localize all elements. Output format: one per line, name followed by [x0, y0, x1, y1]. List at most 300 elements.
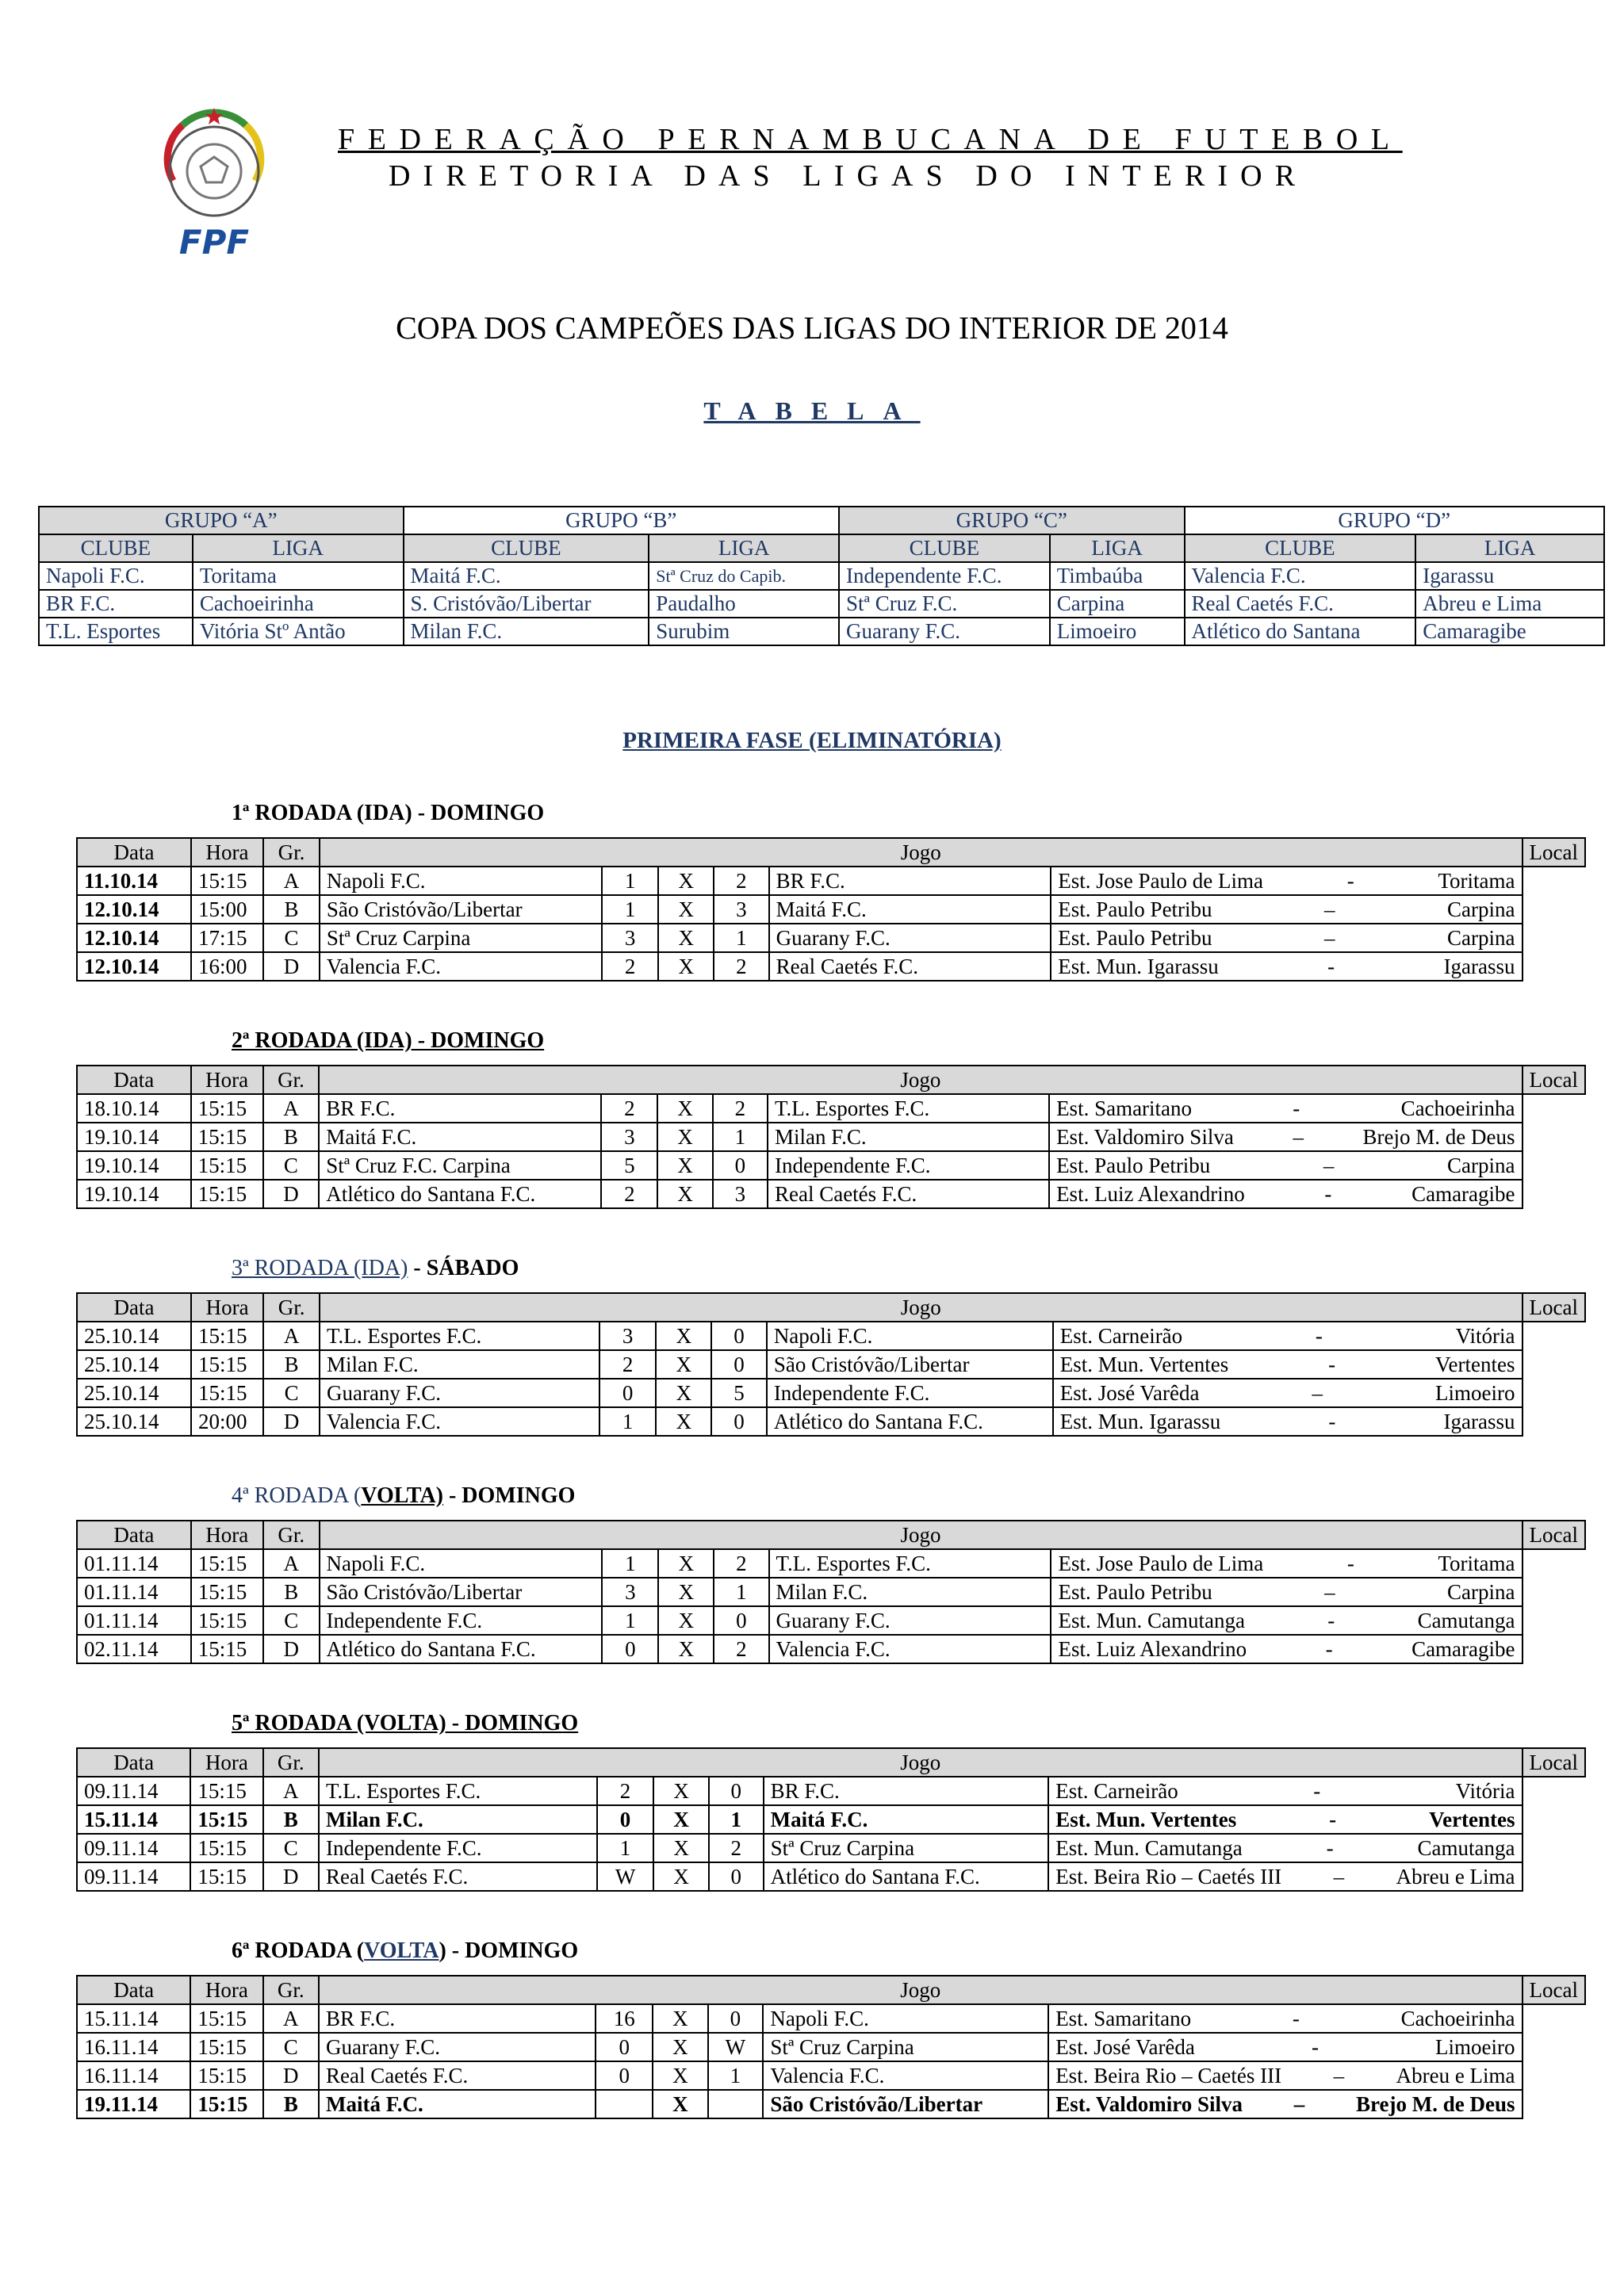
game-date: 09.11.14	[77, 1862, 190, 1891]
game-time: 15:15	[191, 1549, 263, 1578]
venue-separator: -	[1328, 1353, 1336, 1376]
game-location	[1049, 1123, 1522, 1151]
game-time: 15:15	[191, 1379, 263, 1407]
logo-text: FPF	[178, 223, 250, 260]
home-score: 1	[602, 867, 658, 895]
venue-separator: –	[1324, 1580, 1335, 1604]
phase-title: PRIMEIRA FASE (ELIMINATÓRIA)	[622, 728, 1002, 753]
versus-mark: X	[656, 1350, 711, 1379]
away-score: W	[708, 2033, 764, 2061]
venue-separator: –	[1324, 926, 1335, 950]
club-cell: T.L. Esportes	[39, 618, 193, 645]
away-score: 1	[709, 1805, 764, 1834]
venue-name: Est. Mun. Camutanga	[1058, 1609, 1245, 1632]
away-team: Napoli F.C.	[767, 1322, 1053, 1350]
game-group: B	[263, 1578, 320, 1606]
venue-separator: –	[1312, 1381, 1323, 1405]
col-clube: CLUBE	[839, 534, 1050, 562]
game-group: D	[263, 1862, 319, 1891]
game-date: 09.11.14	[77, 1777, 190, 1805]
game-date: 25.10.14	[77, 1322, 191, 1350]
venue-separator: –	[1333, 2064, 1345, 2087]
venue-city: Vitória	[1455, 1779, 1515, 1803]
game-location	[1048, 1862, 1522, 1891]
liga-cell: Igarassu	[1415, 562, 1604, 590]
game-date: 16.11.14	[77, 2061, 190, 2090]
home-team: Maitá F.C.	[319, 1123, 601, 1151]
game-date: 01.11.14	[77, 1578, 191, 1606]
game-group: C	[263, 2033, 319, 2061]
home-score: 0	[597, 1805, 654, 1834]
game-row	[77, 1834, 1585, 1862]
col-gr: Gr.	[263, 1748, 319, 1777]
col-gr: Gr.	[263, 1066, 320, 1094]
col-jogo: Jogo	[320, 1293, 1522, 1322]
versus-mark: X	[653, 2033, 707, 2061]
game-date: 02.11.14	[77, 1635, 191, 1663]
away-team: BR F.C.	[769, 867, 1051, 895]
away-team: Guarany F.C.	[769, 924, 1051, 952]
venue-separator: -	[1329, 1808, 1337, 1831]
col-hora: Hora	[190, 1748, 262, 1777]
group-b-header: GRUPO “B”	[404, 507, 839, 534]
game-time: 15:15	[190, 1862, 262, 1891]
game-location	[1053, 1407, 1522, 1436]
game-date: 01.11.14	[77, 1549, 191, 1578]
col-data: Data	[77, 1293, 191, 1322]
game-time: 15:15	[190, 2061, 262, 2090]
venue-name: Est. Paulo Petribu	[1058, 926, 1212, 950]
game-row	[77, 2033, 1585, 2061]
away-score: 1	[713, 1123, 768, 1151]
game-time: 15:15	[191, 1151, 263, 1180]
round-header-row	[77, 1976, 1585, 2004]
game-date: 15.11.14	[77, 2004, 190, 2033]
venue-name: Est. Paulo Petribu	[1058, 1580, 1212, 1604]
col-local: Local	[1522, 1066, 1585, 1094]
home-score: 1	[602, 1606, 658, 1635]
club-cell: Guarany F.C.	[839, 618, 1050, 645]
venue-city: Abreu e Lima	[1396, 1865, 1515, 1888]
game-date: 19.10.14	[77, 1180, 191, 1208]
liga-cell: Vitória Stº Antão	[193, 618, 404, 645]
home-team: Real Caetés F.C.	[319, 1862, 597, 1891]
club-cell: Napoli F.C.	[39, 562, 193, 590]
venue-separator: -	[1293, 1096, 1300, 1120]
game-location	[1053, 1322, 1522, 1350]
game-group: C	[263, 1379, 320, 1407]
away-score: 1	[708, 2061, 764, 2090]
home-score: 16	[596, 2004, 653, 2033]
game-row	[77, 952, 1585, 981]
venue-separator: -	[1292, 2007, 1300, 2030]
away-team: Real Caetés F.C.	[768, 1180, 1049, 1208]
home-score: 5	[601, 1151, 657, 1180]
col-local: Local	[1522, 1748, 1585, 1777]
home-score: 0	[602, 1635, 658, 1663]
venue-name: Est. Paulo Petribu	[1058, 897, 1212, 921]
game-row	[77, 2090, 1585, 2118]
game-group: C	[263, 1606, 320, 1635]
venue-city: Limoeiro	[1435, 1381, 1515, 1405]
versus-mark: X	[653, 1862, 708, 1891]
venue-city: Camutanga	[1417, 1609, 1515, 1632]
groups-row	[39, 590, 1604, 618]
away-score: 0	[711, 1350, 767, 1379]
venue-separator: -	[1324, 1182, 1332, 1206]
away-score	[708, 2090, 764, 2118]
away-team: Stª Cruz Carpina	[764, 1834, 1049, 1862]
venue-city: Brejo M. de Deus	[1362, 1125, 1515, 1149]
game-location	[1051, 1635, 1522, 1663]
fpf-logo	[151, 101, 278, 260]
col-local: Local	[1522, 1976, 1585, 2004]
round-label-text: 3ª RODADA (IDA)	[232, 1256, 408, 1280]
col-gr: Gr.	[263, 1976, 319, 2004]
col-clube: CLUBE	[404, 534, 649, 562]
home-team: Real Caetés F.C.	[319, 2061, 596, 2090]
home-team: Maitá F.C.	[319, 2090, 596, 2118]
versus-mark: X	[653, 1805, 708, 1834]
game-date: 11.10.14	[77, 867, 191, 895]
game-row	[77, 1407, 1585, 1436]
round-label-text: 6ª RODADA (	[232, 1938, 365, 1963]
game-date: 09.11.14	[77, 1834, 190, 1862]
venue-city: Carpina	[1447, 897, 1515, 921]
venue-separator: –	[1324, 897, 1335, 921]
away-score: 5	[711, 1379, 767, 1407]
venue-city: Brejo M. de Deus	[1356, 2092, 1515, 2116]
club-cell: Valencia F.C.	[1185, 562, 1416, 590]
away-team: São Cristóvão/Libertar	[767, 1350, 1053, 1379]
home-score: 1	[597, 1834, 654, 1862]
liga-cell: Toritama	[193, 562, 404, 590]
game-group: D	[263, 1635, 320, 1663]
groups-table	[38, 506, 1605, 646]
home-score: 2	[602, 952, 658, 981]
venue-separator: –	[1323, 1154, 1335, 1177]
game-group: A	[263, 1777, 319, 1805]
away-team: Stª Cruz Carpina	[763, 2033, 1048, 2061]
game-location	[1048, 2061, 1522, 2090]
club-cell: Real Caetés F.C.	[1185, 590, 1416, 618]
game-location	[1049, 1151, 1522, 1180]
club-cell: BR F.C.	[39, 590, 193, 618]
game-row	[77, 1180, 1585, 1208]
game-location	[1053, 1350, 1522, 1379]
versus-mark: X	[653, 1777, 708, 1805]
away-team: Valencia F.C.	[769, 1635, 1051, 1663]
venue-separator: -	[1325, 1637, 1333, 1661]
game-row	[77, 1379, 1585, 1407]
versus-mark: X	[657, 1123, 713, 1151]
away-score: 3	[713, 1180, 768, 1208]
round-label-volta: VOLTA	[364, 1938, 439, 1963]
round-header-row	[77, 1066, 1585, 1094]
venue-name: Est. Mun. Igarassu	[1058, 955, 1219, 978]
away-score: 1	[714, 1578, 768, 1606]
away-team: Atlético do Santana F.C.	[764, 1862, 1049, 1891]
venue-city: Vitória	[1455, 1324, 1515, 1348]
game-location	[1049, 1180, 1522, 1208]
round-header-row	[77, 838, 1585, 867]
round-3-table	[76, 1292, 1586, 1437]
versus-mark: X	[657, 1151, 713, 1180]
col-gr: Gr.	[263, 1293, 320, 1322]
away-team: Napoli F.C.	[763, 2004, 1048, 2033]
game-group: B	[263, 895, 320, 924]
away-score: 0	[714, 1606, 768, 1635]
home-score: 2	[599, 1350, 656, 1379]
game-group: B	[263, 1123, 320, 1151]
away-team: Valencia F.C.	[763, 2061, 1048, 2090]
home-score	[596, 2090, 653, 2118]
game-row	[77, 1322, 1585, 1350]
col-local: Local	[1522, 838, 1585, 867]
home-team: Napoli F.C.	[320, 867, 602, 895]
game-row	[77, 1094, 1585, 1123]
game-time: 15:15	[191, 1180, 263, 1208]
away-team: Real Caetés F.C.	[769, 952, 1051, 981]
game-time: 15:00	[191, 895, 263, 924]
game-time: 15:15	[190, 1777, 262, 1805]
groups-subheader-row	[39, 534, 1604, 562]
game-group: A	[263, 1322, 320, 1350]
away-team: Maitá F.C.	[764, 1805, 1049, 1834]
home-team: T.L. Esportes F.C.	[319, 1777, 597, 1805]
federation-title: FEDERAÇÃO PERNAMBUCANA DE FUTEBOL	[338, 123, 1403, 156]
home-score: 2	[597, 1777, 654, 1805]
game-row	[77, 1123, 1585, 1151]
col-jogo: Jogo	[320, 838, 1522, 867]
game-group: D	[263, 2061, 319, 2090]
versus-mark: X	[656, 1407, 711, 1436]
round-6-table	[76, 1975, 1586, 2119]
home-team: Guarany F.C.	[319, 2033, 596, 2061]
col-hora: Hora	[191, 1293, 263, 1322]
away-team: Maitá F.C.	[769, 895, 1051, 924]
versus-mark: X	[653, 2061, 707, 2090]
home-score: 1	[602, 1549, 658, 1578]
game-location	[1049, 1094, 1522, 1123]
versus-mark: X	[653, 1834, 708, 1862]
club-cell: S. Cristóvão/Libertar	[404, 590, 649, 618]
venue-separator: -	[1311, 2035, 1319, 2059]
venue-city: Vertentes	[1435, 1353, 1515, 1376]
away-score: 0	[713, 1151, 768, 1180]
home-team: São Cristóvão/Libertar	[320, 895, 602, 924]
liga-cell: Carpina	[1050, 590, 1185, 618]
col-gr: Gr.	[263, 1521, 320, 1549]
home-score: 2	[601, 1180, 657, 1208]
versus-mark: X	[658, 867, 714, 895]
game-location	[1048, 1777, 1522, 1805]
versus-mark: X	[658, 952, 714, 981]
game-time: 16:00	[191, 952, 263, 981]
game-location	[1048, 1834, 1522, 1862]
group-a-header: GRUPO “A”	[39, 507, 404, 534]
game-date: 25.10.14	[77, 1350, 191, 1379]
game-row	[77, 1151, 1585, 1180]
col-clube: CLUBE	[1185, 534, 1416, 562]
liga-cell: Paudalho	[649, 590, 839, 618]
groups-row	[39, 562, 1604, 590]
home-team: Valencia F.C.	[320, 952, 602, 981]
venue-separator: -	[1328, 1410, 1336, 1433]
game-time: 15:15	[191, 1322, 263, 1350]
col-hora: Hora	[191, 1066, 263, 1094]
game-date: 19.10.14	[77, 1151, 191, 1180]
game-group: D	[263, 1180, 320, 1208]
col-jogo: Jogo	[319, 1748, 1522, 1777]
col-data: Data	[77, 1066, 191, 1094]
venue-name: Est. Mun. Camutanga	[1055, 1836, 1243, 1860]
away-team: BR F.C.	[764, 1777, 1049, 1805]
away-score: 0	[708, 2004, 764, 2033]
home-score: 1	[602, 895, 658, 924]
round-3-label	[232, 1256, 519, 1281]
game-date: 18.10.14	[77, 1094, 191, 1123]
col-local: Local	[1522, 1293, 1585, 1322]
round-label-text: 1ª RODADA (IDA) - DOMINGO	[232, 801, 545, 825]
away-score: 0	[711, 1322, 767, 1350]
home-score: 3	[602, 1578, 658, 1606]
col-data: Data	[77, 838, 191, 867]
away-team: Independente F.C.	[767, 1379, 1053, 1407]
liga-cell: Surubim	[649, 618, 839, 645]
game-row	[77, 1549, 1585, 1578]
round-1-label	[232, 801, 544, 826]
game-time: 15:15	[191, 1350, 263, 1379]
home-score: 1	[599, 1407, 656, 1436]
versus-mark: X	[653, 2004, 707, 2033]
round-label-text: 5ª RODADA (VOLTA) - DOMINGO	[232, 1711, 579, 1735]
away-team: Independente F.C.	[768, 1151, 1049, 1180]
round-label-text: 4ª RODADA (	[232, 1483, 362, 1508]
home-team: Independente F.C.	[320, 1606, 603, 1635]
away-score: 2	[709, 1834, 764, 1862]
game-time: 15:15	[191, 1606, 263, 1635]
game-location	[1048, 1805, 1522, 1834]
venue-name: Est. Mun. Igarassu	[1059, 1410, 1221, 1433]
col-jogo: Jogo	[319, 1976, 1522, 2004]
venue-separator: -	[1346, 869, 1354, 893]
club-cell: Milan F.C.	[404, 618, 649, 645]
groups-row	[39, 618, 1604, 645]
competition-title: COPA DOS CAMPEÕES DAS LIGAS DO INTERIOR DE 2014	[396, 310, 1228, 346]
round-header-row	[77, 1293, 1585, 1322]
club-cell: Maitá F.C.	[404, 562, 649, 590]
home-score: 0	[599, 1379, 656, 1407]
home-team: Stª Cruz F.C. Carpina	[319, 1151, 601, 1180]
round-4-label	[232, 1483, 575, 1509]
venue-city: Toritama	[1438, 869, 1515, 893]
game-row	[77, 867, 1585, 895]
home-team: Atlético do Santana F.C.	[319, 1180, 601, 1208]
round-header-row	[77, 1748, 1585, 1777]
home-team: Stª Cruz Carpina	[320, 924, 602, 952]
venue-name: Est. José Varêda	[1059, 1381, 1200, 1405]
venue-city: Camaragibe	[1411, 1182, 1515, 1206]
game-location	[1051, 895, 1522, 924]
game-time: 15:15	[191, 1635, 263, 1663]
group-c-header: GRUPO “C”	[839, 507, 1185, 534]
game-group: A	[263, 2004, 319, 2033]
game-date: 25.10.14	[77, 1407, 191, 1436]
round-4-table	[76, 1520, 1586, 1664]
round-label-text: 2ª RODADA (IDA) - DOMINGO	[232, 1028, 545, 1053]
away-score: 2	[713, 1094, 768, 1123]
round-label-day: - SÁBADO	[408, 1256, 519, 1280]
game-time: 15:15	[190, 2090, 262, 2118]
col-data: Data	[77, 1976, 190, 2004]
round-6-label	[232, 1938, 578, 1964]
venue-city: Cachoeirinha	[1400, 2007, 1515, 2030]
home-score: 0	[596, 2061, 653, 2090]
versus-mark: X	[658, 1578, 714, 1606]
tabela-heading: TABELA	[703, 396, 921, 425]
game-date: 25.10.14	[77, 1379, 191, 1407]
away-team: São Cristóvão/Libertar	[763, 2090, 1048, 2118]
venue-name: Est. Beira Rio – Caetés III	[1055, 2064, 1282, 2087]
game-location	[1048, 2004, 1522, 2033]
home-score: 3	[599, 1322, 656, 1350]
game-location	[1051, 952, 1522, 981]
away-score: 0	[709, 1862, 764, 1891]
versus-mark: X	[653, 2090, 707, 2118]
away-score: 0	[711, 1407, 767, 1436]
game-time: 15:15	[191, 1094, 263, 1123]
game-date: 12.10.14	[77, 952, 191, 981]
game-time: 15:15	[190, 1834, 262, 1862]
versus-mark: X	[656, 1379, 711, 1407]
venue-name: Est. Beira Rio – Caetés III	[1055, 1865, 1282, 1888]
venue-name: Est. Samaritano	[1056, 1096, 1193, 1120]
round-5-table	[76, 1747, 1586, 1892]
home-team: Atlético do Santana F.C.	[320, 1635, 603, 1663]
round-label-volta: VOLTA)	[361, 1483, 443, 1508]
round-1-table	[76, 837, 1586, 982]
venue-city: Camutanga	[1417, 1836, 1515, 1860]
venue-separator: –	[1333, 1865, 1345, 1888]
round-label-day: - DOMINGO	[442, 1483, 576, 1508]
venue-name: Est. Mun. Vertentes	[1055, 1808, 1237, 1831]
venue-separator: -	[1313, 1779, 1321, 1803]
col-gr: Gr.	[263, 838, 320, 867]
liga-cell: Stª Cruz do Capib.	[649, 562, 839, 590]
venue-city: Vertentes	[1429, 1808, 1515, 1831]
venue-separator: -	[1326, 1836, 1334, 1860]
col-local: Local	[1522, 1521, 1585, 1549]
venue-separator: -	[1315, 1324, 1323, 1348]
venue-name: Est. Carneirão	[1059, 1324, 1183, 1348]
game-time: 15:15	[191, 867, 263, 895]
liga-cell: Abreu e Lima	[1415, 590, 1604, 618]
away-team: Milan F.C.	[768, 1123, 1049, 1151]
venue-name: Est. Mun. Vertentes	[1059, 1353, 1229, 1376]
away-team: T.L. Esportes F.C.	[769, 1549, 1051, 1578]
game-group: A	[263, 1549, 320, 1578]
game-date: 19.11.14	[77, 2090, 190, 2118]
versus-mark: X	[658, 1549, 714, 1578]
away-score: 0	[709, 1777, 764, 1805]
venue-name: Est. Jose Paulo de Lima	[1058, 869, 1264, 893]
game-row	[77, 1606, 1585, 1635]
game-row	[77, 2061, 1585, 2090]
game-location	[1051, 1606, 1522, 1635]
col-clube: CLUBE	[39, 534, 193, 562]
game-date: 16.11.14	[77, 2033, 190, 2061]
